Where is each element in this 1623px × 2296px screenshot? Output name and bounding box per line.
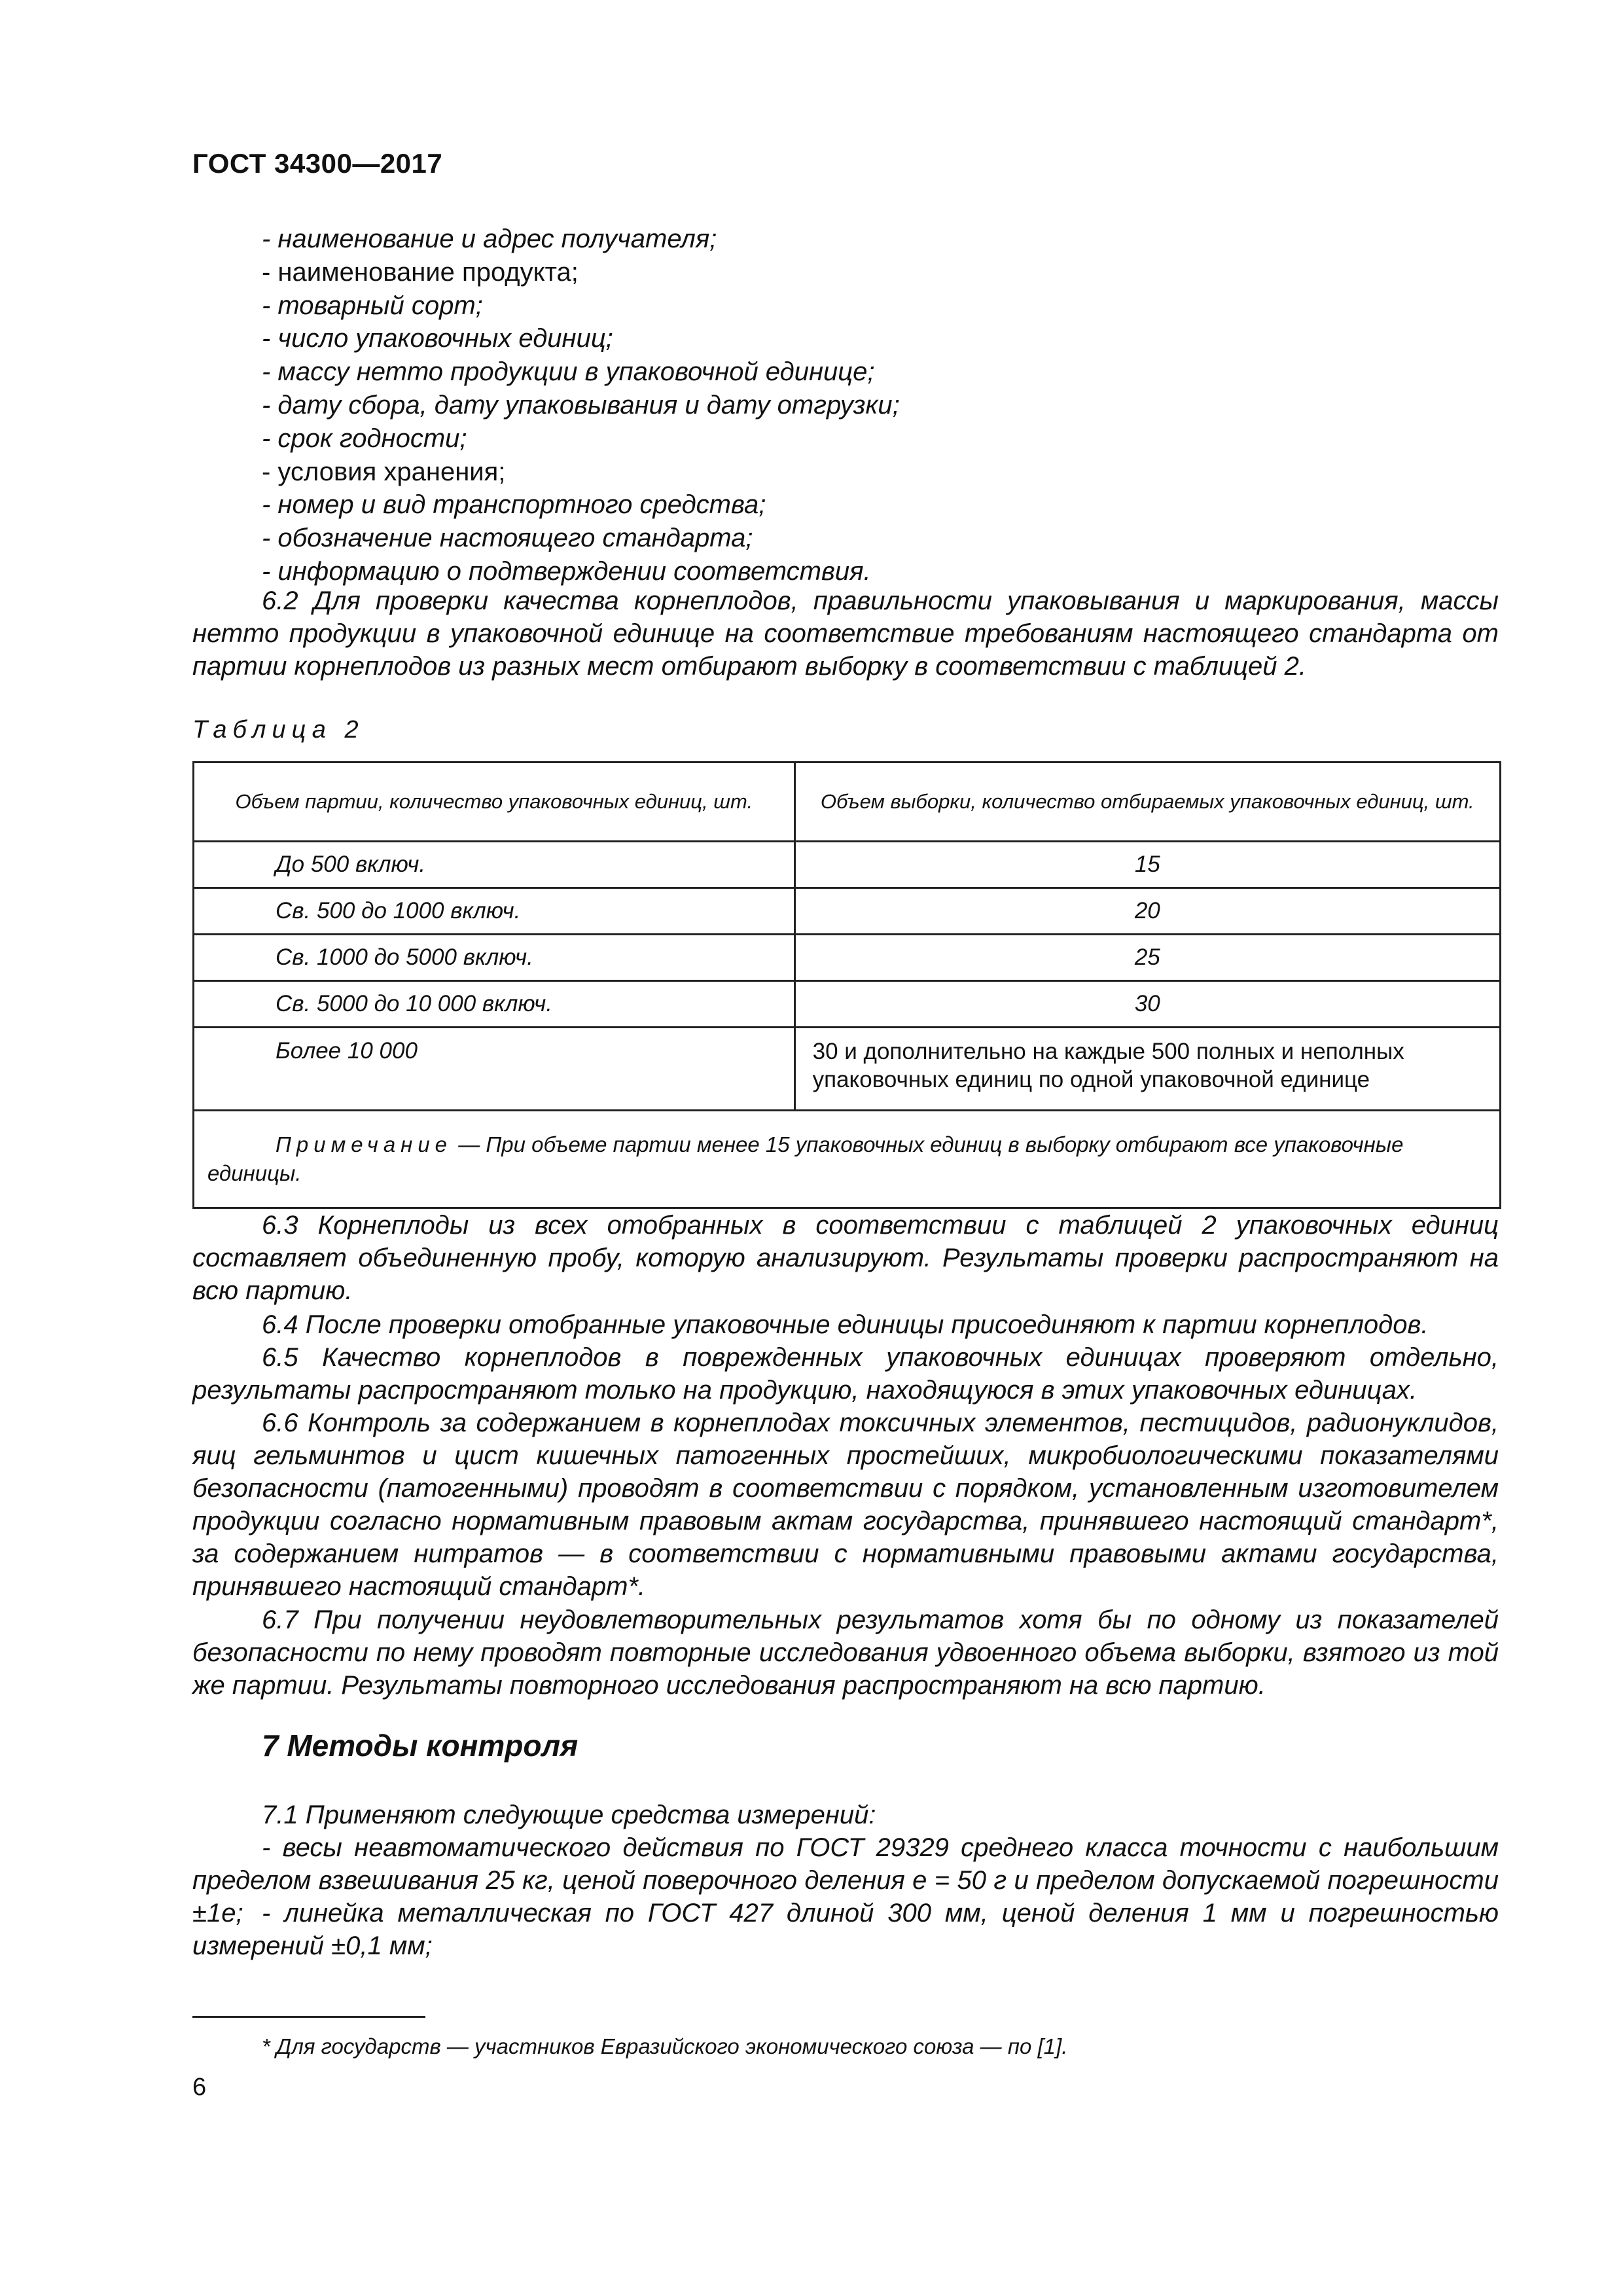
- sample-cell: 30: [794, 981, 1500, 1028]
- paragraph-6-6: 6.6 Контроль за содержанием в корнеплодах токсичных элементов, пестицидов, радионуклидов, яиц гельминтов и цист кишечных патогенных простейших, микробиологическими показателями безопасности (патогенными) проводят в соответствии с порядком, установленным изготовителем продукции согласно нормативным правовым актам государства, принявшего настоящий стандарт*, за содержанием нитратов — в соответствии с нормативными правовыми актами государства, принявшего настоящий стандарт*.: [192, 1408, 1499, 1601]
- list-item: - обозначение настоящего стандарта;: [262, 524, 753, 553]
- lot-cell: Св. 1000 до 5000 включ.: [194, 935, 795, 981]
- paragraph-6-7: 6.7 При получении неудовлетворительных результатов хотя бы по одному из показателей безопасности по нему проводят повторные исследования удвоенного объема выборки, взятого из той же партии. Результаты повторного исследования распространяют на всю партию.: [192, 1605, 1499, 1700]
- paragraph-6-3: 6.3 Корнеплоды из всех отобранных в соответствии с таблицей 2 упаковочных единиц составляет объединенную пробу, которую анализируют. Результаты проверки распространяют на всю партию.: [192, 1211, 1499, 1305]
- lot-cell: До 500 включ.: [194, 842, 795, 888]
- table-note-row: [194, 1111, 1501, 1208]
- page-number: 6: [192, 2073, 207, 2101]
- sample-table: [192, 761, 1501, 1209]
- table-row: [194, 981, 1501, 1028]
- footnote: * Для государств — участников Евразийского экономического союза — по [1].: [262, 2034, 1068, 2058]
- list-item: - наименование и адрес получателя;: [262, 224, 717, 253]
- list-item: - номер и вид транспортного средства;: [262, 490, 766, 520]
- table-caption: Таблица 2: [192, 716, 365, 744]
- table-row: [194, 842, 1501, 888]
- document-header: ГОСТ 34300—2017: [192, 148, 443, 179]
- table-header-row: [194, 762, 1501, 842]
- list-item: - дату сбора, дату упаковывания и дату отгрузки;: [262, 390, 900, 420]
- lot-cell: Более 10 000: [194, 1028, 795, 1111]
- lot-cell: Св. 500 до 1000 включ.: [194, 888, 795, 935]
- note-label: Примечание: [276, 1132, 453, 1157]
- table-row: [194, 888, 1501, 935]
- table-header-lot: Объем партии, количество упаковочных единиц, шт.: [194, 762, 795, 842]
- note-text: — При объеме партии менее 15 упаковочных единиц в выборку отбирают все упаковочные единицы.: [207, 1132, 1404, 1185]
- sample-cell: 25: [794, 935, 1500, 981]
- table-row: [194, 1028, 1501, 1111]
- sample-cell: 20: [794, 888, 1500, 935]
- table-note: [194, 1111, 1501, 1208]
- table-row: [194, 935, 1501, 981]
- paragraph-6-4: 6.4 После проверки отобранные упаковочные единицы присоединяют к партии корнеплодов.: [262, 1310, 1429, 1339]
- paragraph-6-5: 6.5 Качество корнеплодов в поврежденных упаковочных единицах проверяют отдельно, результаты распространяют только на продукцию, находящуюся в этих упаковочных единицах.: [192, 1343, 1499, 1405]
- lot-cell: Св. 5000 до 10 000 включ.: [194, 981, 795, 1028]
- table-header-sample: Объем выборки, количество отбираемых упаковочных единиц, шт.: [794, 762, 1500, 842]
- paragraph-6-2: 6.2 Для проверки качества корнеплодов, правильности упаковывания и маркирования, массы нетто продукции в упаковочной единице на соответствие требованиям настоящего стандарта от партии корнеплодов из разных мест отбирают выборку в соответствии с таблицей 2.: [192, 586, 1499, 681]
- list-item: - условия хранения;: [262, 457, 506, 486]
- list-item: - срок годности;: [262, 423, 467, 453]
- list-item: - число упаковочных единиц;: [262, 324, 613, 353]
- paragraph-7-1: 7.1 Применяют следующие средства измерений:: [262, 1801, 876, 1829]
- footnote-divider: [192, 2016, 425, 2018]
- paragraph-7-1-scales: - весы неавтоматического действия по ГОСТ 29329 среднего класса точности с наибольшим пределом взвешивания 25 кг, ценой поверочного деления е = 50 г и пределом допускаемой погрешности ±1е;: [192, 1833, 1499, 1928]
- list-item: - массу нетто продукции в упаковочной единице;: [262, 357, 875, 387]
- list-item: - информацию о подтверждении соответствия.: [262, 556, 871, 586]
- marking-list: [262, 223, 900, 588]
- sample-cell: 30 и дополнительно на каждые 500 полных и неполных упаковочных единиц по одной упаковочной единице: [794, 1028, 1500, 1111]
- list-item: - товарный сорт;: [262, 291, 483, 320]
- list-item: - наименование продукта;: [262, 257, 579, 287]
- section-7-title: 7 Методы контроля: [262, 1729, 579, 1763]
- paragraph-7-1-ruler: - линейка металлическая по ГОСТ 427 длиной 300 мм, ценой деления 1 мм и погрешностью измерений ±0,1 мм;: [192, 1899, 1499, 1960]
- sample-cell: 15: [794, 842, 1500, 888]
